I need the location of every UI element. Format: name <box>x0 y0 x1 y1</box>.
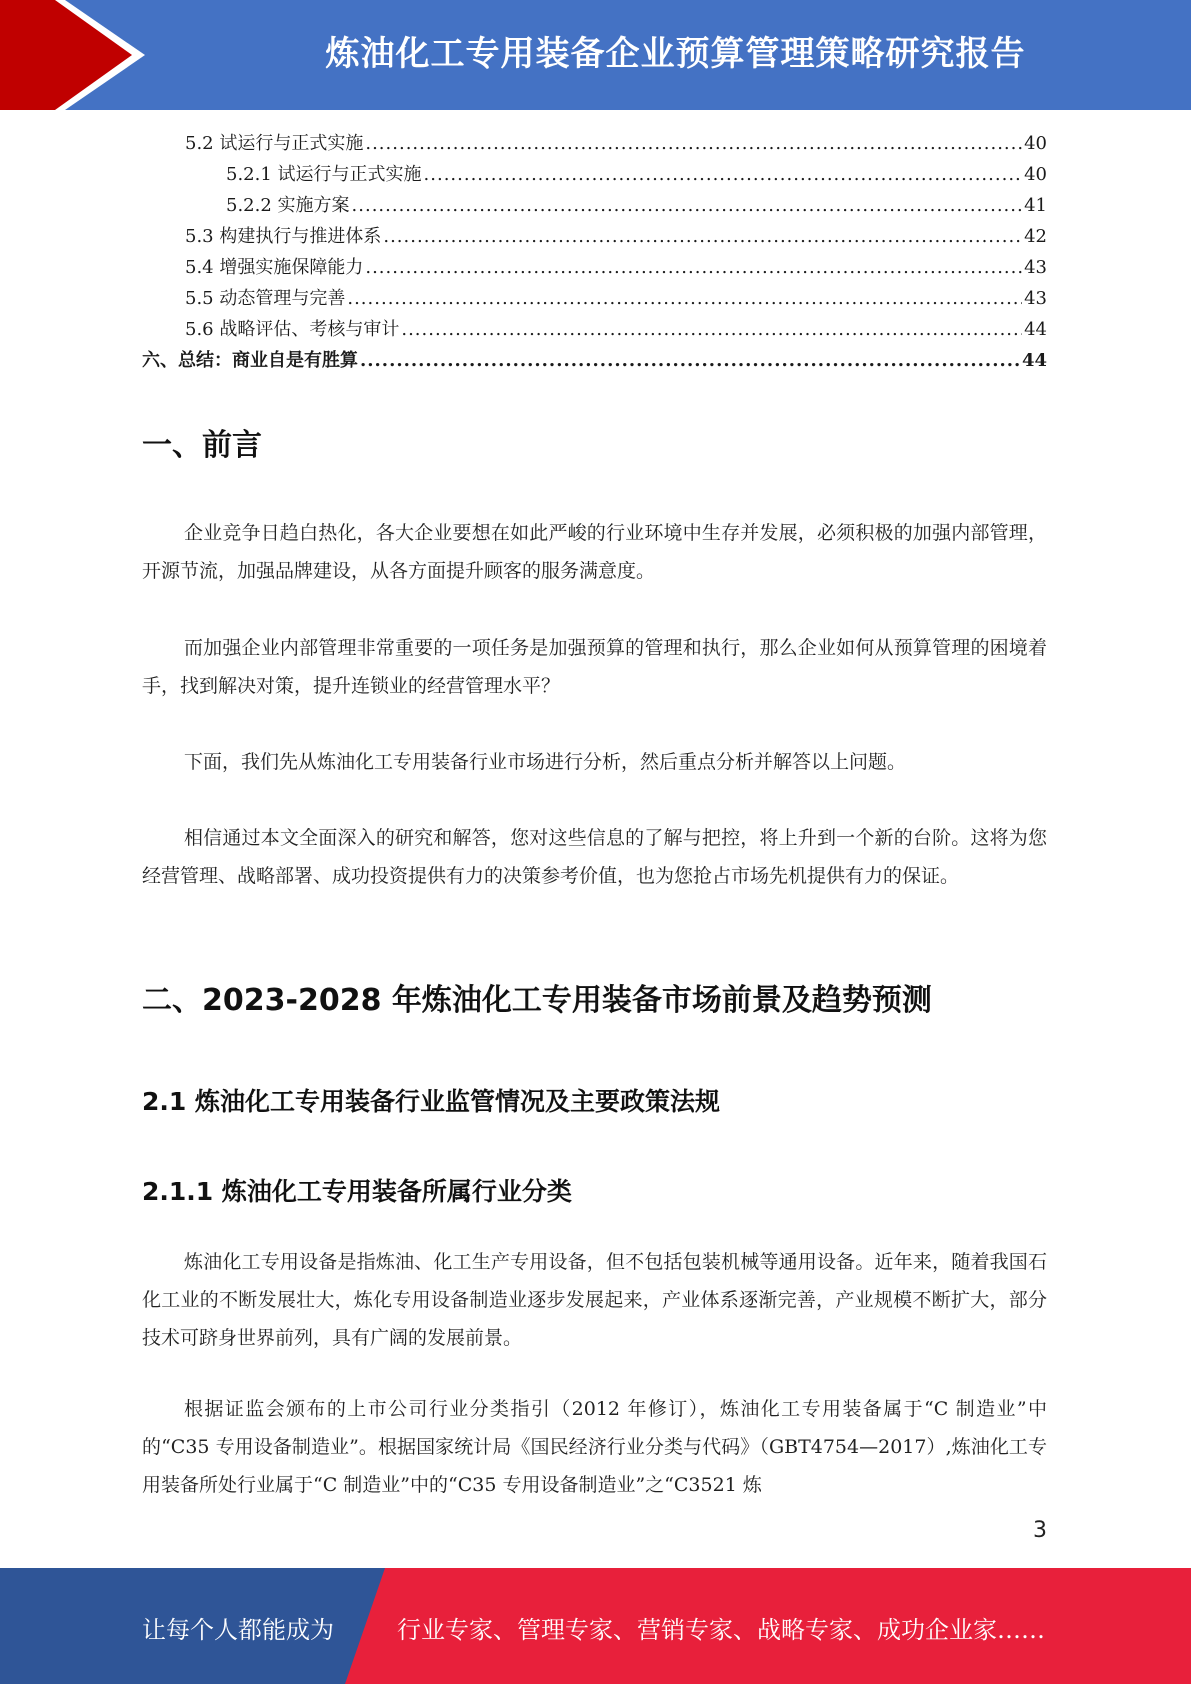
toc-entry[interactable] <box>142 159 1047 190</box>
subsection-heading: 2.1.1 炼油化工专用装备所属行业分类 <box>142 1177 572 1206</box>
toc-entry[interactable] <box>142 128 1047 159</box>
toc-dot-leader <box>365 128 1022 159</box>
toc-entry-label: 5.5 动态管理与完善 <box>185 288 346 309</box>
section-heading-market-outlook: 二、2023-2028 年炼油化工专用装备市场前景及趋势预测 <box>142 983 932 1018</box>
header-banner <box>0 0 1191 110</box>
toc-entry-label: 5.6 战略评估、考核与审计 <box>185 319 400 340</box>
toc-dot-leader <box>360 345 1020 376</box>
toc-entry-page: 43 <box>1024 257 1047 278</box>
toc-entry[interactable] <box>142 345 1047 376</box>
footer-banner <box>0 1568 1191 1684</box>
toc-entry-page: 43 <box>1024 288 1047 309</box>
toc-entry[interactable] <box>142 252 1047 283</box>
toc-dot-leader <box>401 314 1022 345</box>
chevron-arrow-icon <box>0 0 160 110</box>
report-title: 炼油化工专用装备企业预算管理策略研究报告 <box>325 34 1026 74</box>
toc-entry-page: 41 <box>1024 195 1047 216</box>
toc-entry-label: 5.2.1 试运行与正式实施 <box>226 164 422 185</box>
toc-dot-leader <box>365 252 1022 283</box>
paragraph: 下面，我们先从炼油化工专用装备行业市场进行分析，然后重点分析并解答以上问题。 <box>184 751 907 773</box>
toc-entry-label: 5.2.2 实施方案 <box>226 195 350 216</box>
toc-entry-label: 5.3 构建执行与推进体系 <box>185 226 382 247</box>
toc-entry-label: 六、总结：商业自是有胜算 <box>142 350 358 371</box>
subsection-heading: 2.1 炼油化工专用装备行业监管情况及主要政策法规 <box>142 1087 720 1116</box>
toc-entry[interactable] <box>142 283 1047 314</box>
toc-entry-page: 40 <box>1024 164 1047 185</box>
toc-dot-leader <box>383 221 1022 252</box>
toc-dot-leader <box>424 159 1023 190</box>
toc-dot-leader <box>352 190 1023 221</box>
toc-entry[interactable] <box>142 221 1047 252</box>
toc-entry-page: 44 <box>1024 319 1047 340</box>
footer-slogan-left: 让每个人都能成为 <box>142 1616 334 1644</box>
paragraph: 企业竞争日趋白热化，各大企业要想在如此严峻的行业环境中生存并发展，必须积极的加强内部管理，开源节流，加强品牌建设，从各方面提升顾客的服务满意度。 <box>142 522 1047 582</box>
toc-entry[interactable] <box>142 314 1047 345</box>
toc-entry-label: 5.4 增强实施保障能力 <box>185 257 364 278</box>
page-number: 3 <box>1033 1518 1047 1543</box>
paragraph: 根据证监会颁布的上市公司行业分类指引（2012 年修订），炼油化工专用装备属于“C 制造业”中的“C35 专用设备制造业”。根据国家统计局《国民经济行业分类与代码》（GBT4754—2017）,炼油化工专用装备所处行业属于“C 制造业”中的“C35 专用设备制造业”之“C3521 炼 <box>142 1398 1047 1496</box>
toc-entry-page: 40 <box>1024 133 1047 154</box>
footer-slogan-right: 行业专家、管理专家、营销专家、战略专家、成功企业家…… <box>397 1616 1045 1644</box>
toc-entry-page: 42 <box>1024 226 1047 247</box>
paragraph: 炼油化工专用设备是指炼油、化工生产专用设备，但不包括包装机械等通用设备。近年来，随着我国石化工业的不断发展壮大，炼化专用设备制造业逐步发展起来，产业体系逐渐完善，产业规模不断扩大，部分技术可跻身世界前列，具有广阔的发展前景。 <box>142 1251 1047 1349</box>
toc-entry-page: 44 <box>1021 350 1047 371</box>
toc-entry[interactable] <box>142 190 1047 221</box>
table-of-contents <box>142 128 1047 376</box>
toc-dot-leader <box>347 283 1022 314</box>
paragraph: 相信通过本文全面深入的研究和解答，您对这些信息的了解与把控，将上升到一个新的台阶。这将为您经营管理、战略部署、成功投资提供有力的决策参考价值，也为您抢占市场先机提供有力的保证。 <box>142 827 1047 887</box>
paragraph: 而加强企业内部管理非常重要的一项任务是加强预算的管理和执行，那么企业如何从预算管理的困境着手，找到解决对策，提升连锁业的经营管理水平？ <box>142 637 1047 697</box>
section-heading-preface: 一、前言 <box>142 428 262 463</box>
toc-entry-label: 5.2 试运行与正式实施 <box>185 133 364 154</box>
